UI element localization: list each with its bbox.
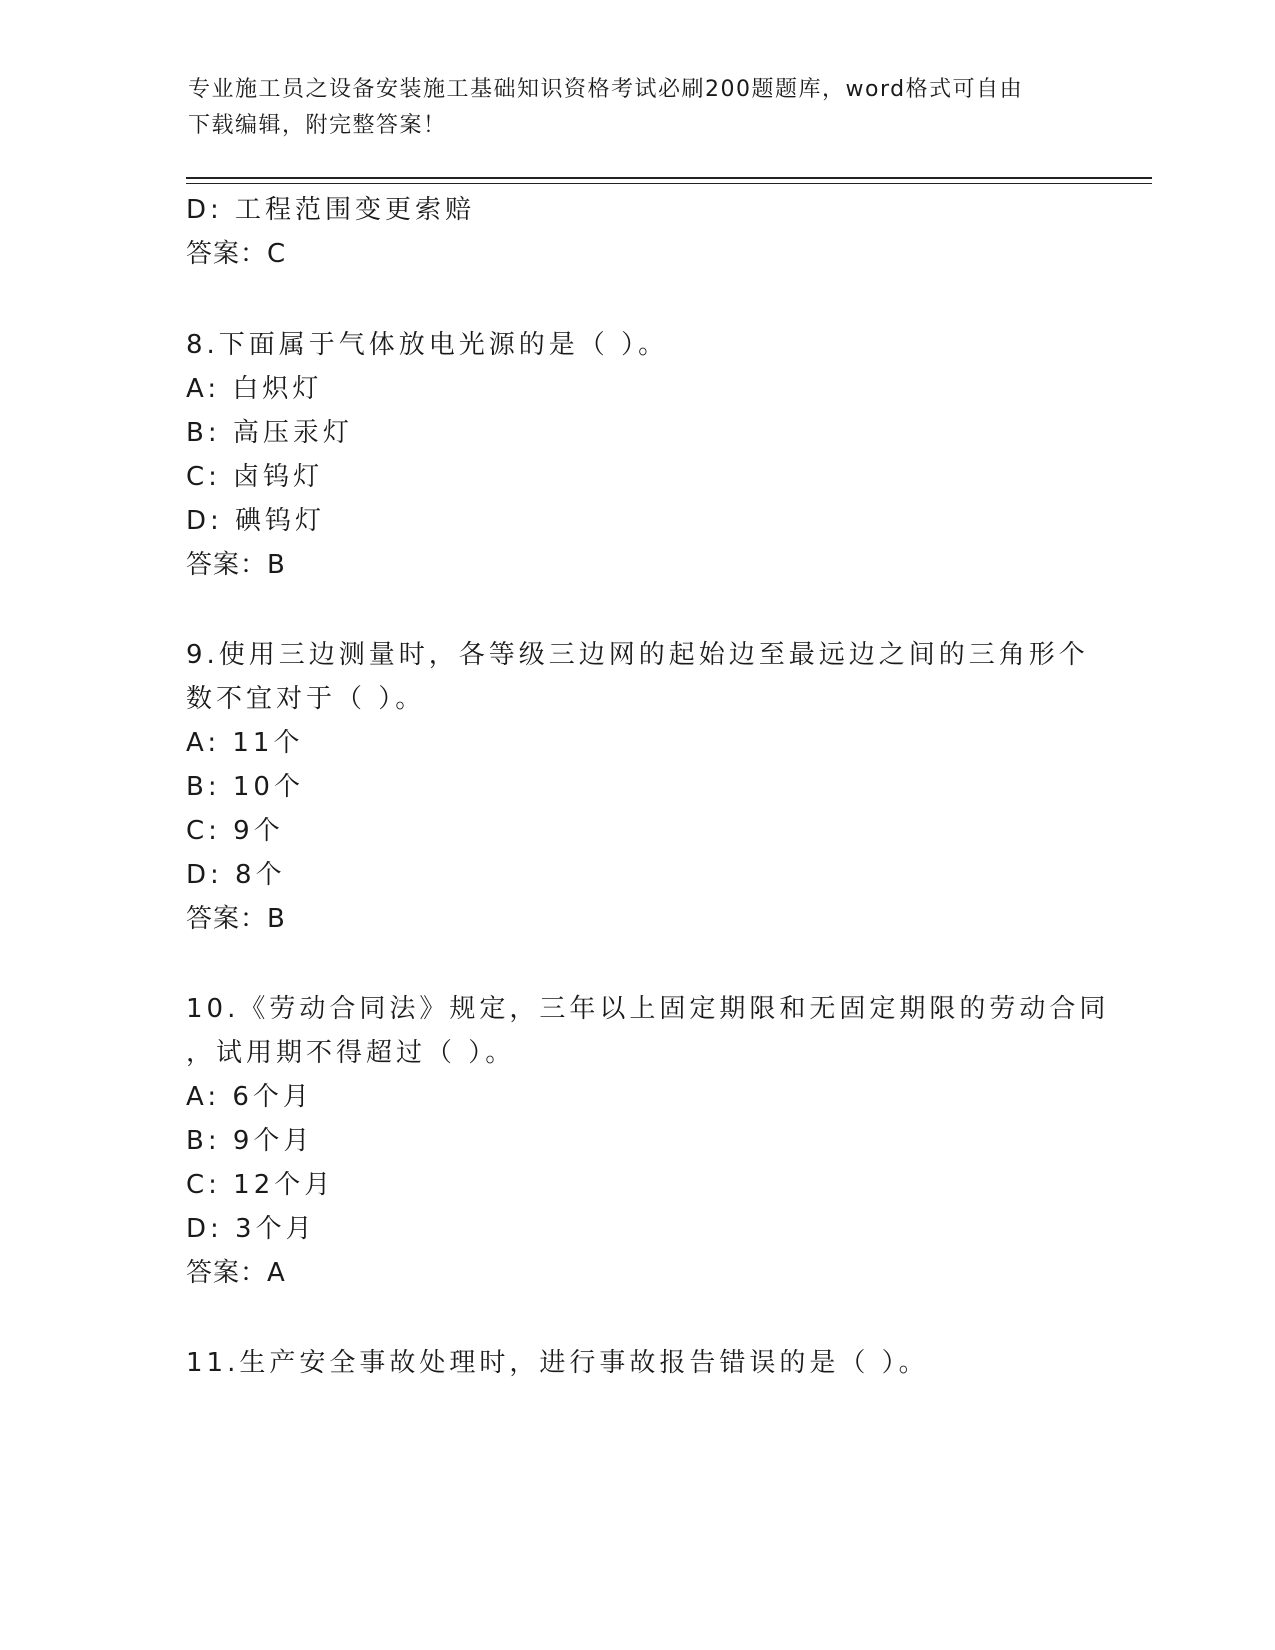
- header-line-2: 下载编辑，附完整答案！: [188, 113, 447, 138]
- q9-option-a: A: 11个: [186, 728, 304, 758]
- q10-stem-line-1: 10.《劳动合同法》规定，三年以上固定期限和无固定期限的劳动合同: [186, 994, 1110, 1024]
- q9-answer: 答案：B: [186, 904, 286, 934]
- q9-option-d: D: 8个: [186, 860, 286, 890]
- document-header: [188, 72, 1088, 144]
- q10-option-c: C: 12个月: [186, 1170, 335, 1200]
- q8-option-c: C: 卤钨灯: [186, 462, 324, 492]
- q8-option-a: A: 白炽灯: [186, 374, 323, 404]
- q11-stem: 11.生产安全事故处理时，进行事故报告错误的是（ ）。: [186, 1348, 929, 1378]
- q8-stem: 8.下面属于气体放电光源的是（ ）。: [186, 330, 669, 360]
- q10-stem-line-2: ，试用期不得超过（ ）。: [186, 1038, 516, 1068]
- q8-option-b: B: 高压汞灯: [186, 418, 353, 448]
- q9-stem-line-1: 9.使用三边测量时，各等级三边网的起始边至最远边之间的三角形个: [186, 640, 1089, 670]
- prev-option-d: D: 工程范围变更索赔: [186, 195, 476, 225]
- q10-option-a: A: 6个月: [186, 1082, 313, 1112]
- q8-option-d: D: 碘钨灯: [186, 506, 326, 536]
- q8-answer: 答案：B: [186, 550, 286, 580]
- header-rule-thick: [186, 177, 1152, 179]
- header-line-1: 专业施工员之设备安装施工基础知识资格考试必刷200题题库，word格式可自由: [188, 77, 1024, 102]
- prev-answer: 答案：C: [186, 239, 287, 269]
- header-rule-thin: [186, 183, 1152, 184]
- q9-option-b: B: 10个: [186, 772, 304, 802]
- q9-option-c: C: 9个: [186, 816, 284, 846]
- q9-stem-line-2: 数不宜对于（ ）。: [186, 684, 426, 714]
- q10-answer: 答案：A: [186, 1258, 286, 1288]
- q10-option-b: B: 9个月: [186, 1126, 314, 1156]
- q10-option-d: D: 3个月: [186, 1214, 316, 1244]
